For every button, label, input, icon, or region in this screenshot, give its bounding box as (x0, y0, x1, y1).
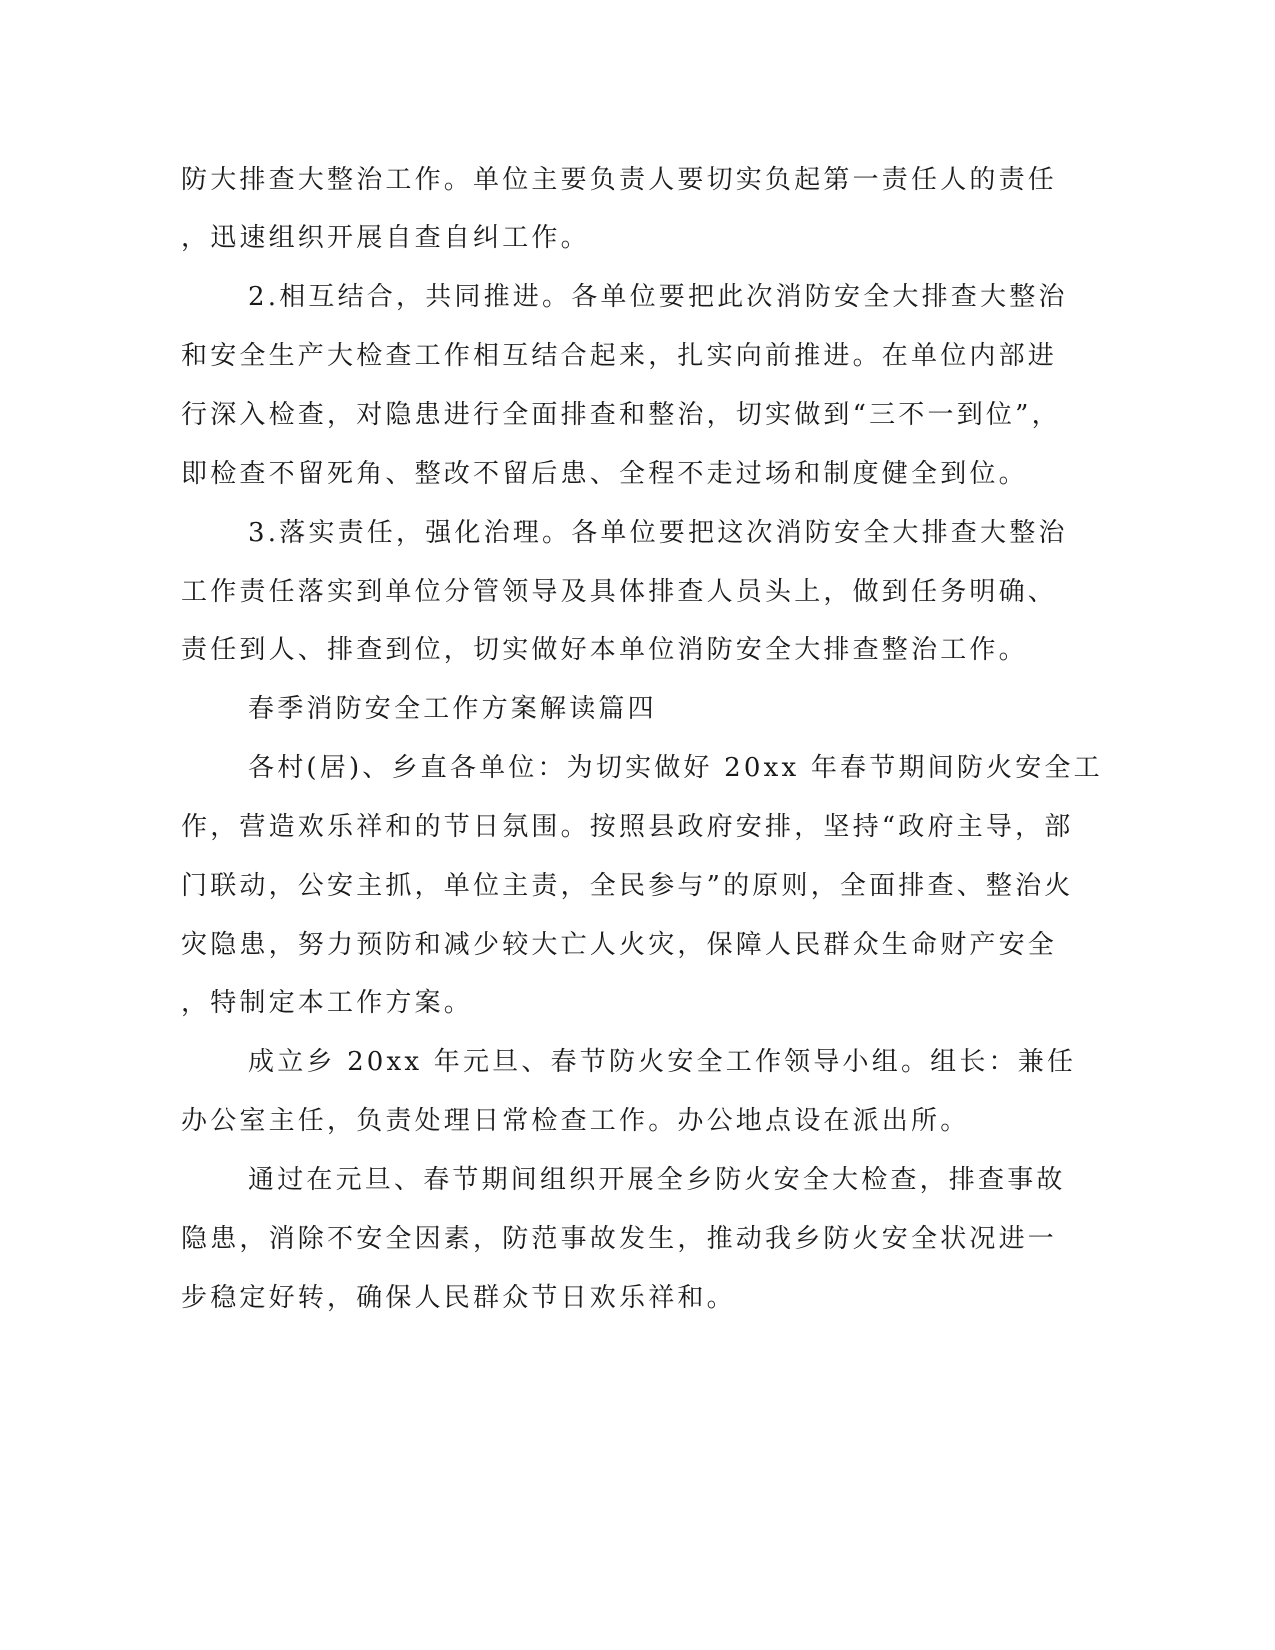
text-line: 隐患，消除不安全因素，防范事故发生，推动我乡防火安全状况进一 (181, 1224, 1058, 1254)
text-line: 即检查不留死角、整改不留后患、全程不走过场和制度健全到位。 (181, 459, 1028, 489)
text-line: 成立乡 20xx 年元旦、春节防火安全工作领导小组。组长：兼任 (248, 1047, 1077, 1077)
text-line: 和安全生产大检查工作相互结合起来，扎实向前推进。在单位内部进 (181, 341, 1058, 371)
text-line: 3.落实责任，强化治理。各单位要把这次消防安全大排查大整治 (248, 518, 1068, 548)
text-line: 各村(居)、乡直各单位：为切实做好 20xx 年春节期间防火安全工 (248, 753, 1103, 783)
text-line: ，特制定本工作方案。 (181, 988, 474, 1018)
text-line: 作，营造欢乐祥和的节日氛围。按照县政府安排，坚持“政府主导，部 (181, 812, 1074, 842)
text-line: 灾隐患，努力预防和减少较大亡人火灾，保障人民群众生命财产安全 (181, 930, 1058, 960)
text-line: 2.相互结合，共同推进。各单位要把此次消防安全大排查大整治 (248, 282, 1068, 312)
text-line: 通过在元旦、春节期间组织开展全乡防火安全大检查，排查事故 (248, 1165, 1066, 1195)
text-line: 责任到人、排查到位，切实做好本单位消防安全大排查整治工作。 (181, 635, 1028, 665)
text-line: 门联动，公安主抓，单位主责，全民参与”的原则，全面排查、整治火 (181, 871, 1074, 901)
text-line: 防大排查大整治工作。单位主要负责人要切实负起第一责任人的责任 (181, 165, 1058, 195)
section-heading: 春季消防安全工作方案解读篇四 (248, 694, 657, 724)
text-line: 办公室主任，负责处理日常检查工作。办公地点设在派出所。 (181, 1106, 970, 1136)
text-line: 步稳定好转，确保人民群众节日欢乐祥和。 (181, 1283, 736, 1313)
text-line: 行深入检查，对隐患进行全面排查和整治，切实做到“三不一到位”， (181, 400, 1061, 430)
text-line: ，迅速组织开展自查自纠工作。 (181, 223, 590, 253)
text-line: 工作责任落实到单位分管领导及具体排查人员头上，做到任务明确、 (181, 577, 1058, 607)
